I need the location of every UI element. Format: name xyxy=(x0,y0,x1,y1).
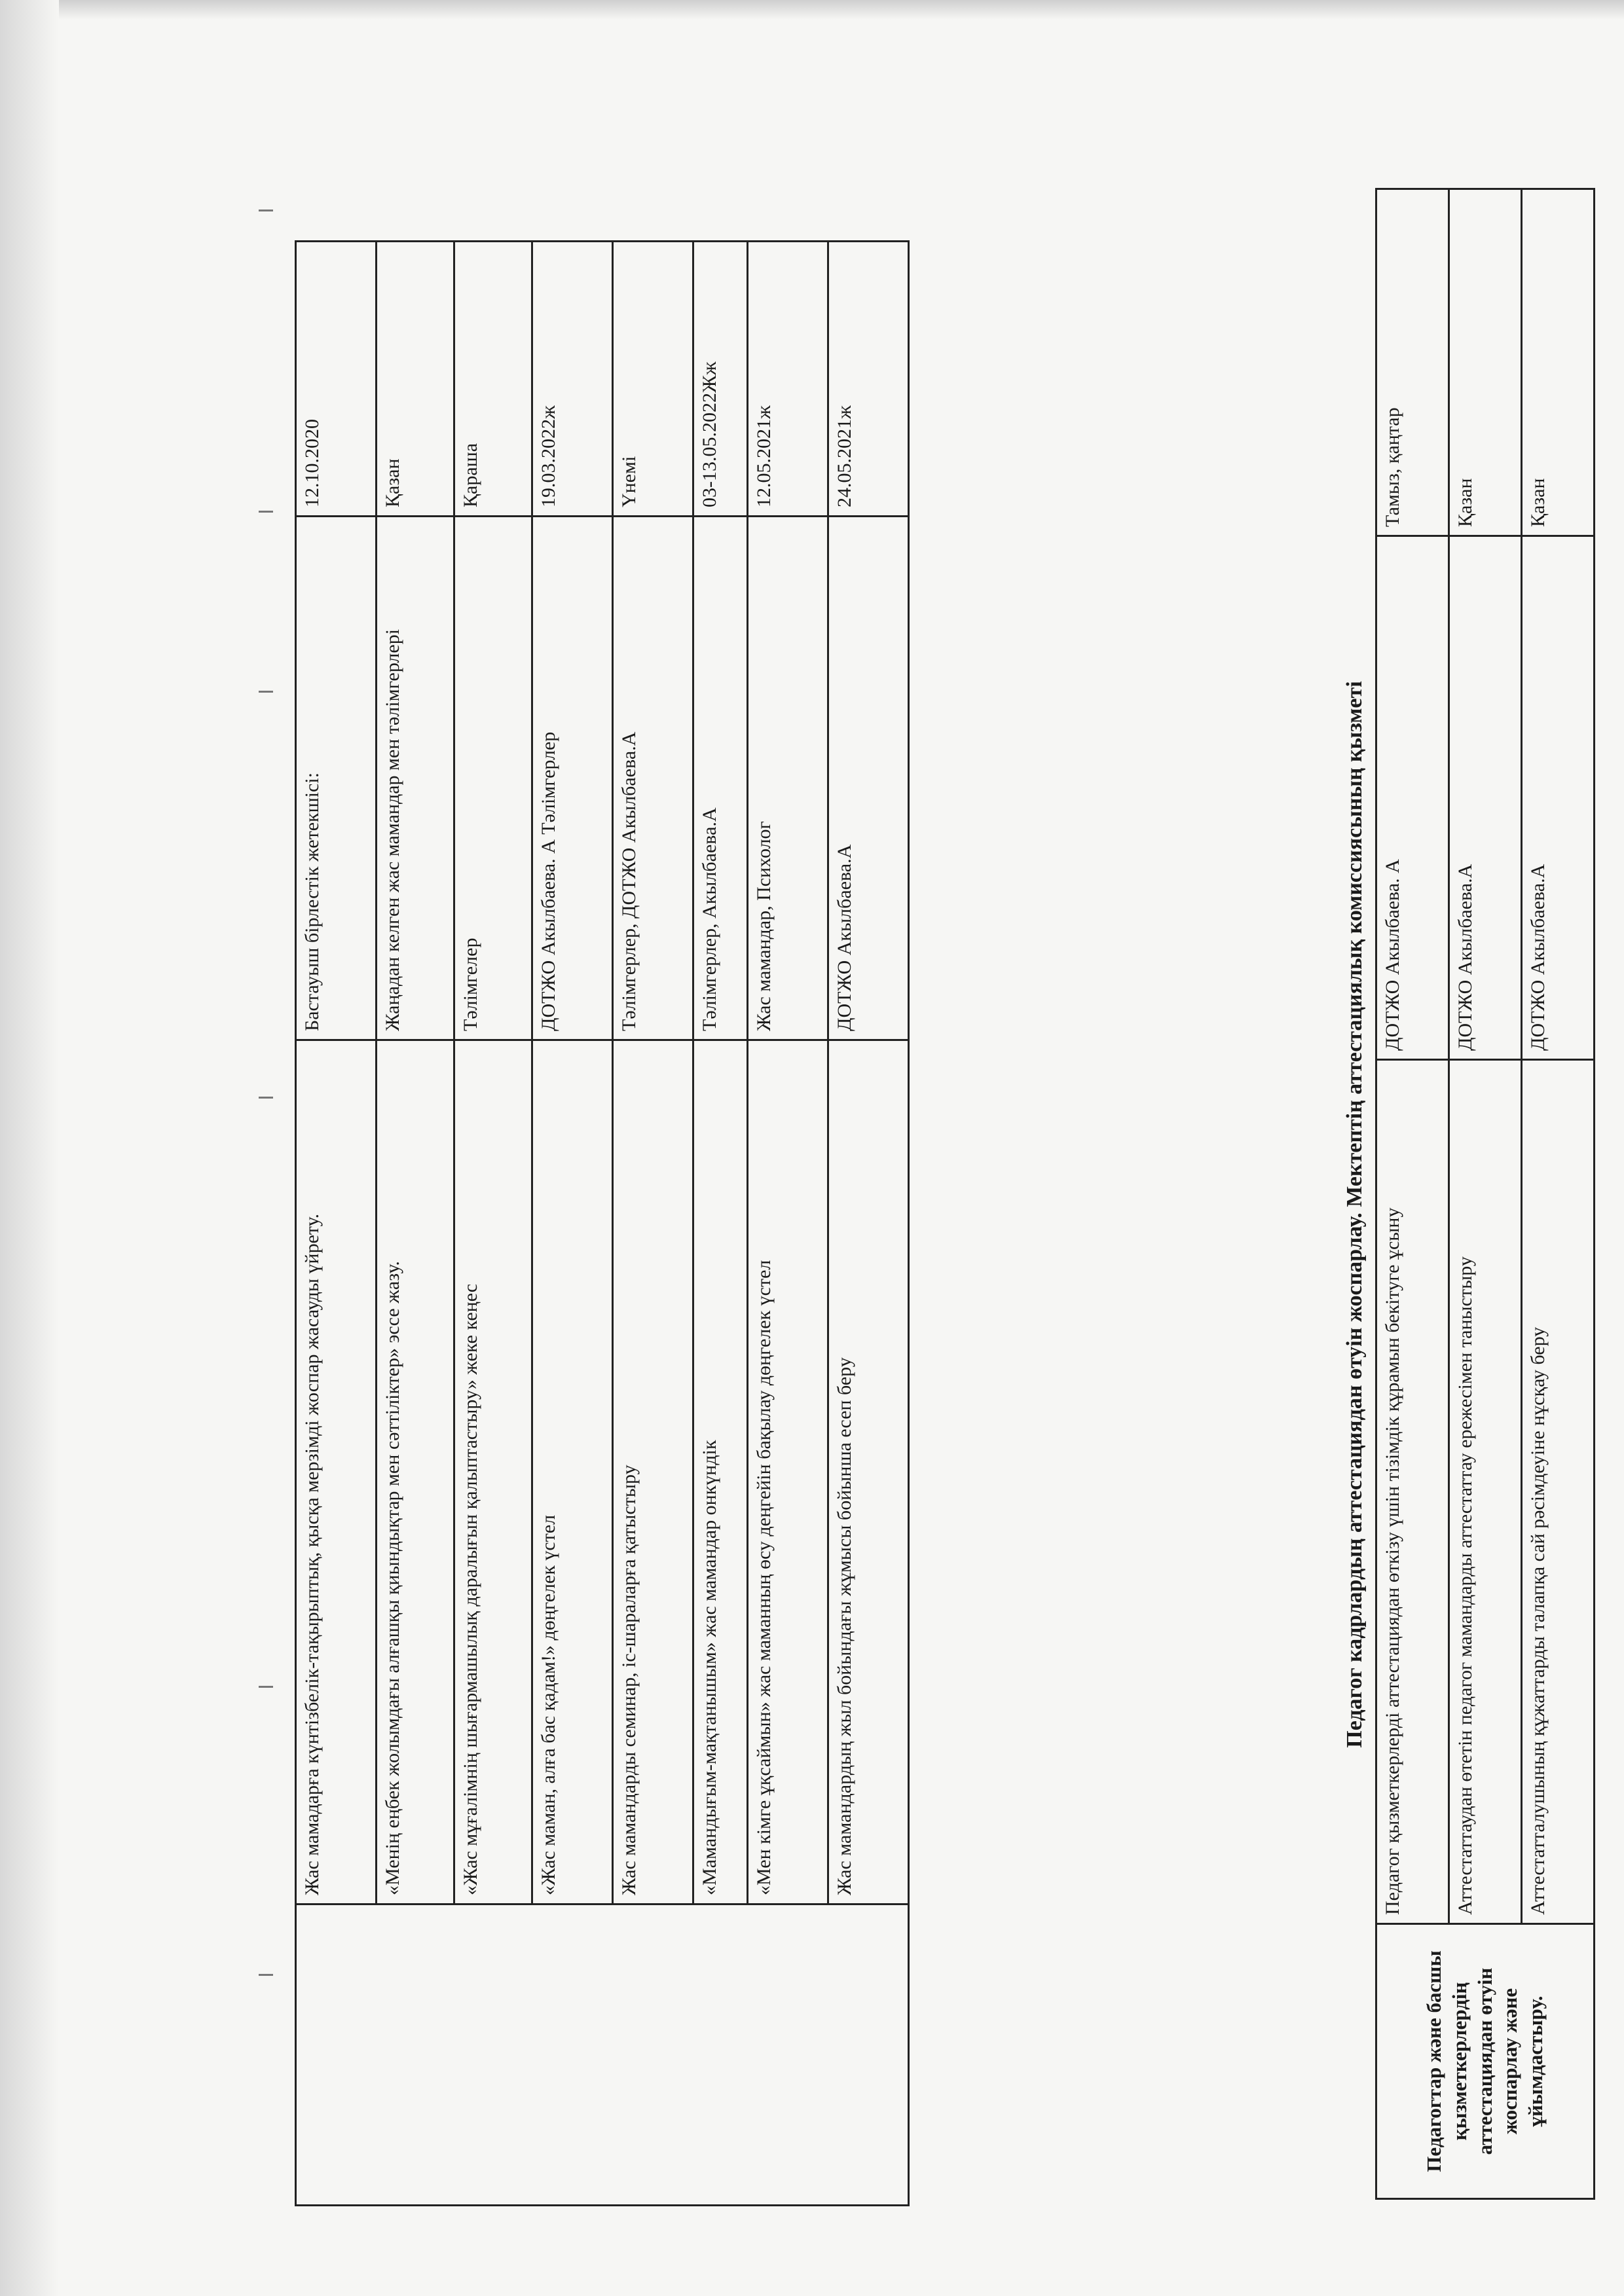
responsible-cell: Бастауыш бірлестік жетекшісі: xyxy=(296,517,377,1040)
responsible-cell: Жаңадан келген жас мамандар мен тәлімгерлері xyxy=(377,517,454,1040)
responsible-cell: ДОТЖО Акылбаева.А xyxy=(1522,536,1595,1060)
responsible-cell: ДОТЖО Акылбаева. А xyxy=(1376,536,1449,1060)
responsible-cell: Жас мамандар, Психолог xyxy=(748,517,828,1040)
date-cell: Қазан xyxy=(1522,189,1595,536)
date-cell: Қазан xyxy=(377,242,454,517)
scan-left-edge xyxy=(0,0,59,2296)
date-cell: Қараша xyxy=(454,242,532,517)
mentor-plan-table xyxy=(295,240,910,2206)
table-row xyxy=(1449,189,1522,2199)
responsible-cell: ДОТЖО Акылбаева. А Тәлімгерлер xyxy=(532,517,613,1040)
date-cell: 24.05.2021ж xyxy=(828,242,909,517)
event-cell: «Мамандығым-мақтанышым» жас мамандар онкүндік xyxy=(693,1040,748,1904)
table-row xyxy=(1376,189,1449,2199)
attestation-header-cell: Педагогтар және басшы қызметкерлердің аттестациядан өтуін жоспарлау және ұйымдастыру. xyxy=(1376,1924,1595,2199)
date-cell: Үнемі xyxy=(613,242,693,517)
date-cell: 12.05.2021ж xyxy=(748,242,828,517)
date-cell: 12.10.2020 xyxy=(296,242,377,517)
event-cell: «Менің еңбек жолымдағы алғашқы қиындықтар мен сәттіліктер» эссе жазу. xyxy=(377,1040,454,1904)
scan-top-edge xyxy=(0,0,1624,20)
event-cell: «Жас маман, алға бас қадам!» дөңгелек үстел xyxy=(532,1040,613,1904)
date-cell: Қазан xyxy=(1449,189,1522,536)
responsible-cell: ДОТЖО Акылбаева.А xyxy=(828,517,909,1040)
responsible-cell: Тәлімгерлер, ДОТЖО Акылбаева.А xyxy=(613,517,693,1040)
rotated-page-content xyxy=(157,157,1624,2239)
date-cell: 03-13.05.2022Жж xyxy=(693,242,748,517)
responsible-cell: Тәлімгерлер, Акылбаева.А xyxy=(693,517,748,1040)
responsible-cell: ДОТЖО Акылбаева.А xyxy=(1449,536,1522,1060)
table-row xyxy=(296,242,377,2206)
event-cell: Жас мамандарды семинар, іс-шараларға қатыстыру xyxy=(613,1040,693,1904)
table-row xyxy=(1522,189,1595,2199)
event-cell: Жас мамандардың жыл бойындағы жұмысы бойынша есеп беру xyxy=(828,1040,909,1904)
left-blank-cell xyxy=(296,1904,909,2206)
responsible-cell: Тәлімгелер xyxy=(454,517,532,1040)
event-cell: Аттестатталушының құжаттарды талапқа сай рәсімдеуіне нұсқау беру xyxy=(1522,1060,1595,1924)
event-cell: Жас мамадарға күнтізбелік-тақырыптық, қысқа мерзімді жоспар жасауды үйрету. xyxy=(296,1040,377,1904)
event-cell: Аттестаттаудан өтетін педагог мамандарды аттестаттау ережесімен таныстыру xyxy=(1449,1060,1522,1924)
event-cell: «Мен кімге ұқсаймын» жас маманның өсу деңгейін бақылау дөңгелек үстел xyxy=(748,1040,828,1904)
date-cell: 19.03.2022ж xyxy=(532,242,613,517)
event-cell: Педагог қызметкерлерді аттестациядан өткізу үшін тізімдік құрамын бекітуге ұсыну xyxy=(1376,1060,1449,1924)
attestation-table xyxy=(1375,188,1595,2200)
event-cell: «Жас мұғалімнің шығармашылық даралығын қалыптастыру» жеке кеңес xyxy=(454,1040,532,1904)
date-cell: Тамыз, қаңтар xyxy=(1376,189,1449,536)
section-title: Педагог кадрлардың аттестациядан өтуін жоспарлау. Мектептің аттестациялық комиссиясының қызметі xyxy=(1342,681,1367,1748)
